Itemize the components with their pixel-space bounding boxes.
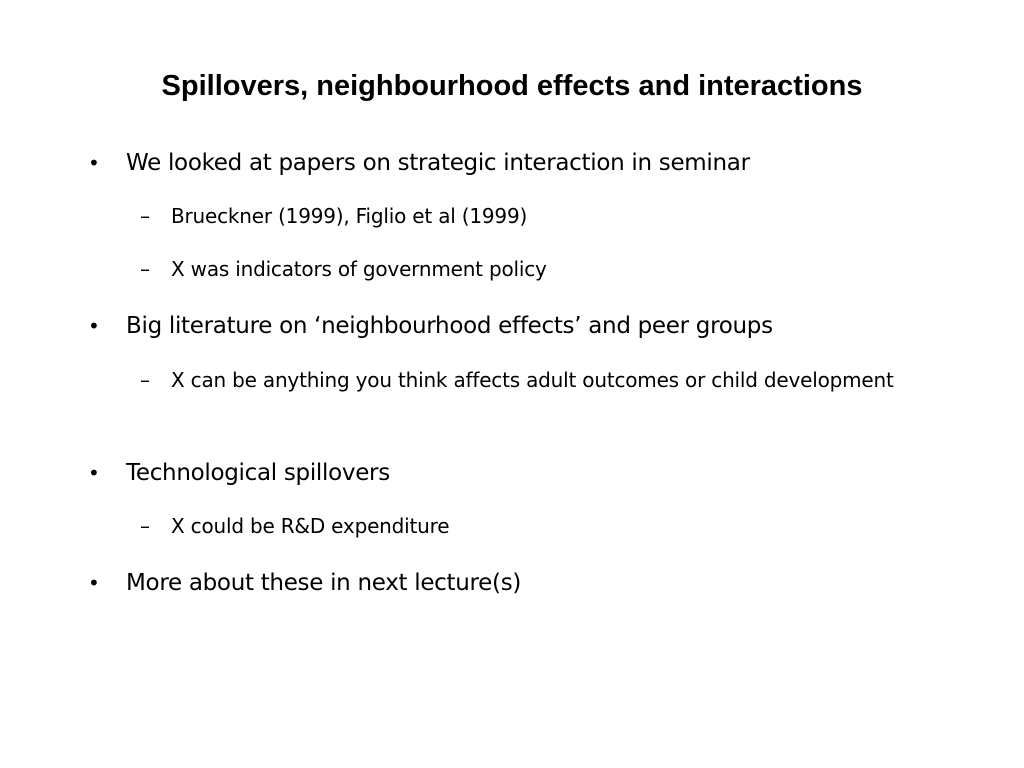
dash-marker: – <box>140 514 150 538</box>
dash-marker: – <box>140 204 150 228</box>
slide-title: Spillovers, neighbourhood effects and interactions <box>161 70 863 102</box>
bullet-text: Technological spillovers <box>126 460 390 486</box>
subitem-text: X was indicators of government policy <box>171 257 547 281</box>
dash-marker: – <box>140 368 150 392</box>
subitem-text: Brueckner (1999), Figlio et al (1999) <box>171 204 528 228</box>
dash-marker: – <box>140 257 150 281</box>
subitem-text: X can be anything you think affects adult outcomes or child development <box>171 368 894 392</box>
bullet-marker: • <box>88 571 100 595</box>
bullet-marker: • <box>88 461 100 485</box>
bullet-text: More about these in next lecture(s) <box>126 570 522 596</box>
bullet-text: We looked at papers on strategic interaction in seminar <box>126 150 750 176</box>
subitem-text: X could be R&D expenditure <box>171 514 450 538</box>
bullet-marker: • <box>88 151 100 175</box>
bullet-marker: • <box>88 314 100 338</box>
bullet-text: Big literature on ‘neighbourhood effects’ and peer groups <box>126 313 773 339</box>
